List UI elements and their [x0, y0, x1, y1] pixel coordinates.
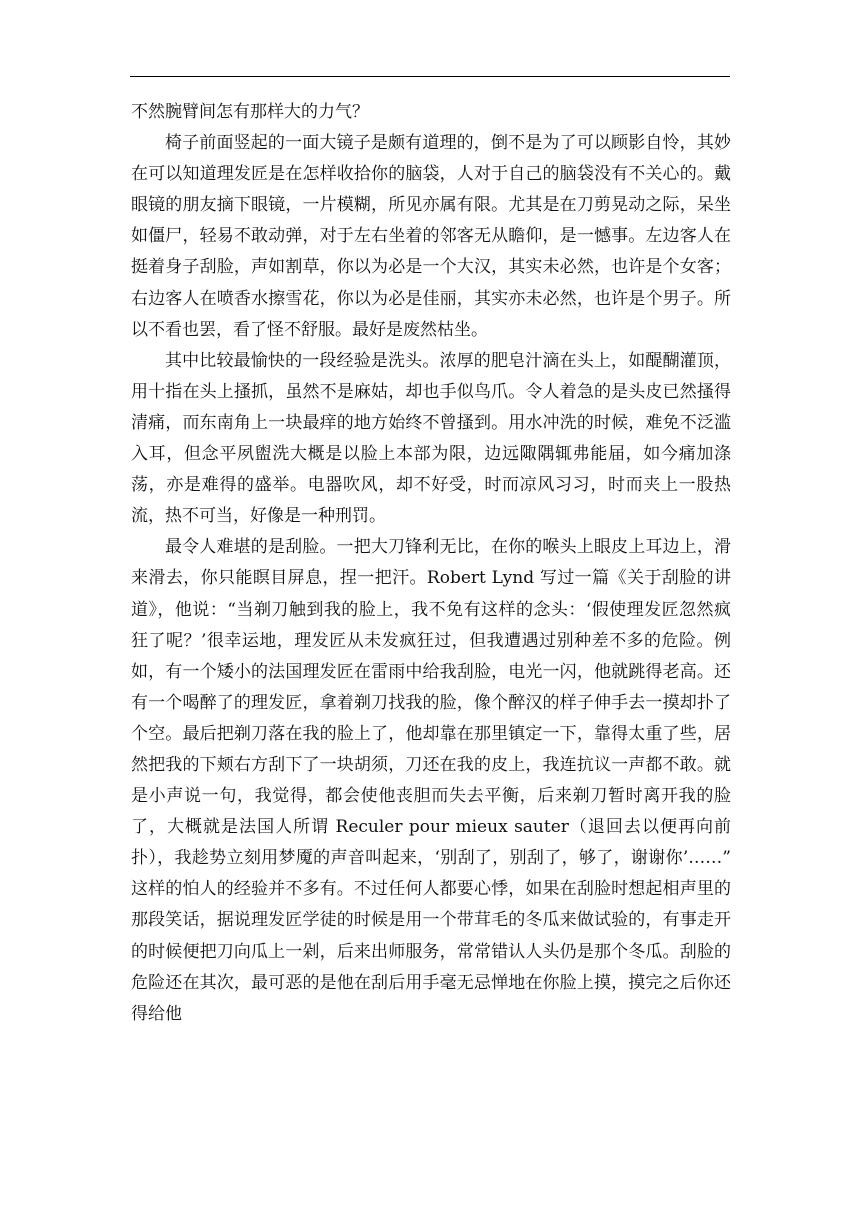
header-rule [130, 76, 730, 77]
body-text [131, 97, 731, 1030]
paragraph-shave: 最令人难堪的是刮脸。一把大刀锋利无比，在你的喉头上眼皮上耳边上，滑来滑去，你只能瞑目屏息，捏一把汗。Robert Lynd 写过一篇《关于刮脸的讲道》，他说：“当剃刀触到我的脸上，我不免有这样的念头：‘假使理发匠忽然疯狂了呢？’很幸运地，理发匠从未发疯狂过，但我遭遇过别种差不多的危险。例如，有一个矮小的法国理发匠在雷雨中给我刮脸，电光一闪，他就跳得老高。还有一个喝醉了的理发匠，拿着剃刀找我的脸，像个醉汉的样子伸手去一摸却扑了个空。最后把剃刀落在我的脸上了，他却靠在那里镇定一下，靠得太重了些，居然把我的下颊右方刮下了一块胡须，刀还在我的皮上，我连抗议一声都不敢。就是小声说一句，我觉得，都会使他丧胆而失去平衡，后来剃刀暂时离开我的脸了，大概就是法国人所谓 Reculer pour mieux sauter（退回去以便再向前扑），我趁势立刻用梦魇的声音叫起来，‘别刮了，别刮了，够了，谢谢你’……” 这样的怕人的经验并不多有。不过任何人都要心悸，如果在刮脸时想起相声里的那段笑话，据说理发匠学徒的时候是用一个带茸毛的冬瓜来做试验的，有事走开的时候便把刀向瓜上一剁，后来出师服务，常常错认人头仍是那个冬瓜。刮脸的危险还在其次，最可恶的是他在刮后用手毫无忌惮地在你脸上摸，摸完之后你还得给他 [131, 537, 731, 1024]
paragraph-mirror: 椅子前面竖起的一面大镜子是颇有道理的，倒不是为了可以顾影自怜，其妙在可以知道理发匠是在怎样收拾你的脑袋，人对于自己的脑袋没有不关心的。戴眼镜的朋友摘下眼镜，一片模糊，所见亦属有限。尤其是在刀剪晃动之际，呆坐如僵尸，轻易不敢动弹，对于左右坐着的邻客无从瞻仰，是一憾事。左边客人在挺着身子刮脸，声如割草，你以为必是一个大汉，其实未必然，也许是个女客；右边客人在喷香水擦雪花，你以为必是佳丽，其实亦未必然，也许是个男子。所以不看也罢，看了怪不舒服。最好是废然枯坐。 [131, 133, 731, 340]
paragraph-hair-wash: 其中比较最愉快的一段经验是洗头。浓厚的肥皂汁滴在头上，如醍醐灌顶，用十指在头上搔抓，虽然不是麻姑，却也手似鸟爪。令人着急的是头皮已然搔得清痛，而东南角上一块最痒的地方始终不曾搔到。用水冲洗的时候，难免不泛滥入耳，但念平夙盥洗大概是以脸上本部为限，边远陬隅辄弗能届，如今痛加涤荡，亦是难得的盛举。电器吹风，却不好受，时而凉风习习，时而夹上一股热流，热不可当，好像是一种刑罚。 [131, 350, 731, 527]
paragraph-continuation: 不然腕臂间怎有那样大的力气？ [131, 102, 369, 122]
